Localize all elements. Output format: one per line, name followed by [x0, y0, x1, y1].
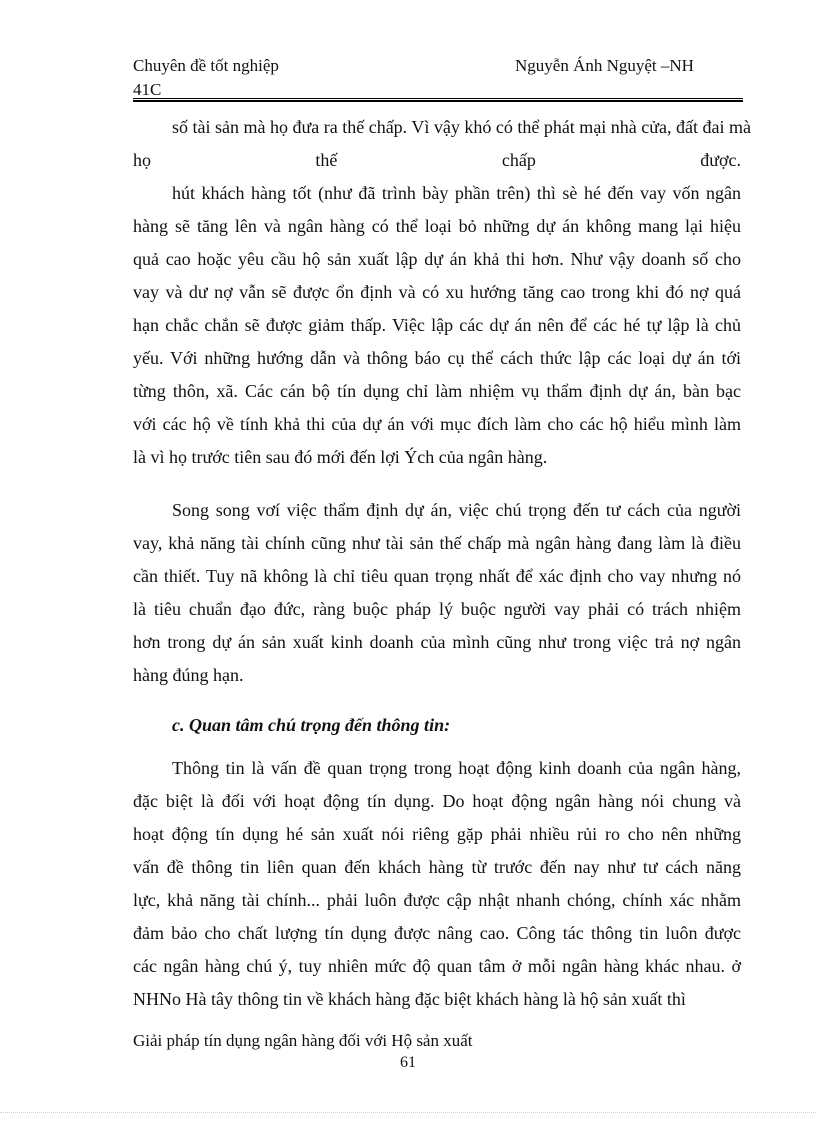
body-line: vay, khả năng tài chính cũng như tài sản thế chấp mà ngân hàng đang làm là điều [133, 533, 741, 553]
body-line: là vì họ trước tiên sau đó mới đến lợi Ých của ngân hàng. [133, 447, 548, 467]
body-line: quả cao hoặc yêu cầu hộ sản xuất lập dự án khả thi hơn. Như vậy doanh số cho [133, 249, 741, 269]
body-line: vấn đề thông tin liên quan đến khách hàng từ trước đến nay như tư cách năng [133, 857, 741, 877]
body-line: vay và dư nợ vẫn sẽ được ổn định và có xu hướng tăng cao trong khi đó nợ quá [133, 282, 741, 302]
body-line: cần thiết. Tuy nã không là chỉ tiêu quan trọng nhất để xác định cho vay nhưng nó [133, 566, 741, 586]
body-line: hút khách hàng tốt (như đã trình bày phần trên) thì sè hé đến vay vốn ngân [172, 183, 741, 203]
body-line: hàng sẽ tăng lên và ngân hàng có thể loại bỏ những dự án không mang lại hiệu [133, 216, 741, 236]
body-line: Song song vơí việc thẩm định dự án, việc chú trọng đến tư cách của người [172, 500, 741, 520]
footer-title: Giải pháp tín dụng ngân hàng đối với Hộ sản xuất [133, 1031, 473, 1050]
body-line: đảm bảo cho chất lượng tín dụng được nâng cao. Công tác thông tin luôn được [133, 923, 741, 943]
header-author: Nguyễn Ánh Nguyệt –NH [515, 56, 694, 75]
body-line: NHNo Hà tây thông tin về khách hàng đặc biệt khách hàng là hộ sản xuất thì [133, 989, 686, 1009]
body-line: họ thế chấp được. [133, 150, 741, 170]
header-rule [133, 98, 743, 99]
header-left-line-2: 41C [133, 80, 162, 99]
body-line: từng thôn, xã. Các cán bộ tín dụng chỉ làm nhiệm vụ thẩm định dự án, bàn bạc [133, 381, 741, 401]
body-line: đặc biệt là đối với hoạt động tín dụng. Do hoạt động ngân hàng nói chung và [133, 791, 741, 811]
body-line: hạn chắc chắn sẽ được giảm thấp. Việc lập các dự án nên để các hé tự lập là chủ [133, 315, 741, 335]
page-number: 61 [400, 1054, 416, 1071]
body-line: hoạt động tín dụng hé sản xuất nói riêng gặp phải nhiều rủi ro cho nên những [133, 824, 741, 844]
body-line: với các hộ về tính khả thi của dự án với mục đích làm cho các hộ hiểu mình làm [133, 414, 741, 434]
header-rule-thick [133, 100, 743, 102]
header-left-title [133, 54, 353, 102]
body-line: hàng đúng hạn. [133, 665, 244, 685]
body-line: các ngân hàng chú ý, tuy nhiên mức độ quan tâm ở mỗi ngân hàng khác nhau. ở [133, 956, 741, 976]
section-heading: c. Quan tâm chú trọng đến thông tin: [172, 715, 451, 735]
body-line: là tiêu chuẩn đạo đức, ràng buộc pháp lý buộc người vay phải có trách nhiệm [133, 599, 741, 619]
body-line: yếu. Với những hướng dẫn và thông báo cụ thể cách thức lập các loại dự án tới [133, 348, 741, 368]
body-line: số tài sản mà họ đưa ra thế chấp. Vì vậy khó có thể phát mại nhà cửa, đất đai mà [172, 117, 751, 137]
body-line: hơn trong dự án sản xuất kinh doanh của mình cũng như trong việc trả nợ ngân [133, 632, 741, 652]
body-line: Thông tin là vấn đề quan trọng trong hoạt động kinh doanh của ngân hàng, [172, 758, 741, 778]
header-left-line-1: Chuyên đề tốt nghiệp [133, 56, 279, 75]
page-bottom-border [0, 1112, 816, 1113]
body-line: lực, khả năng tài chính... phải luôn được cập nhật nhanh chóng, chính xác nhằm [133, 890, 741, 910]
